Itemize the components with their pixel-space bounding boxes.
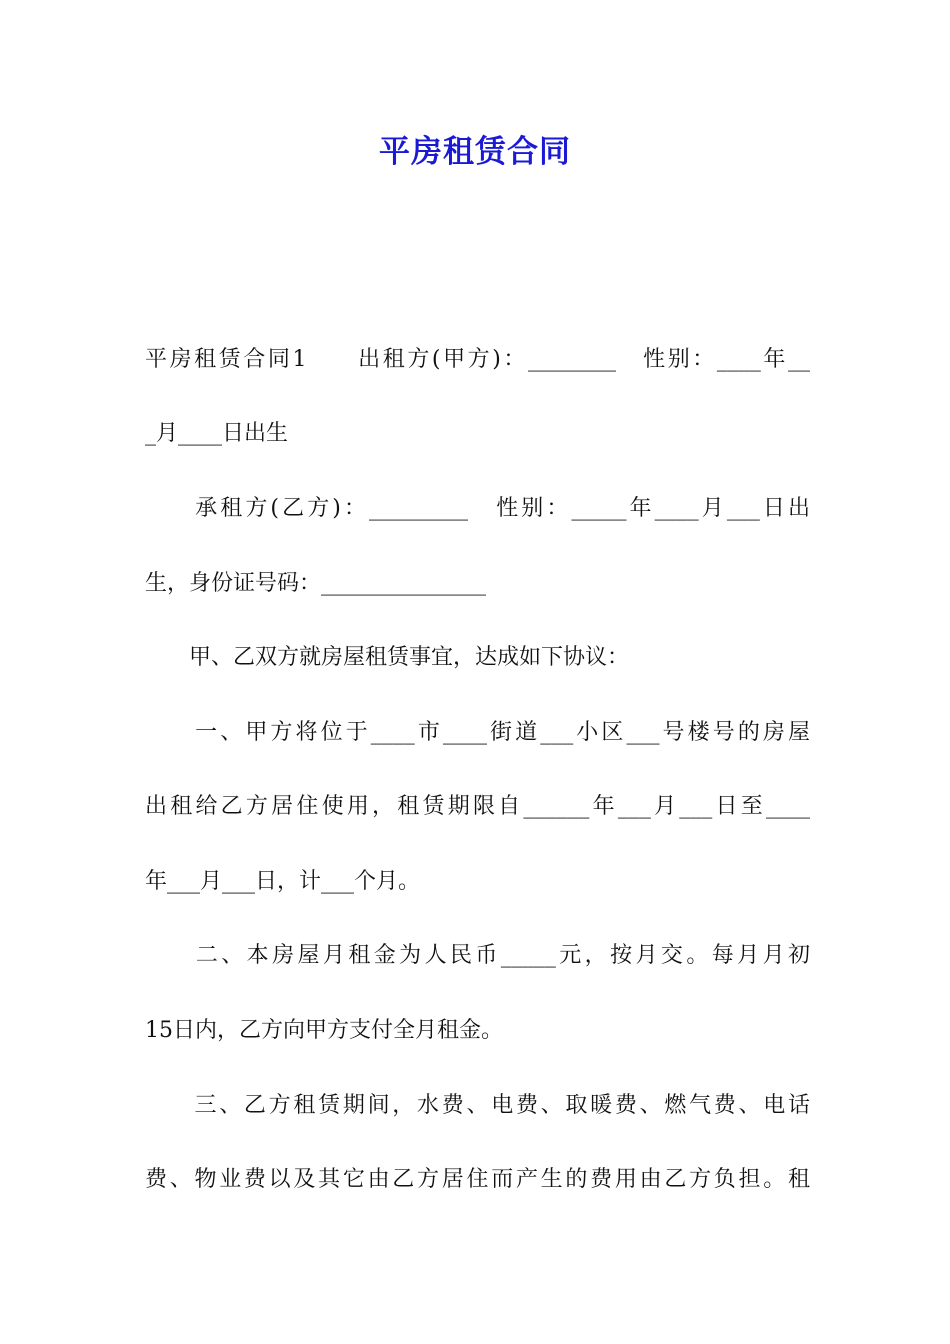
document-title: 平房租赁合同	[379, 134, 571, 170]
body-line-6: 一、甲方将位于____市____街道___小区___号楼号的房屋	[145, 720, 810, 745]
body-line-10: 15日内，乙方向甲方支付全月租金。	[145, 1018, 503, 1043]
body-line-3: 承租方(乙方)：_________ 性别：_____年____月___日出	[145, 496, 810, 521]
body-line-11: 三、乙方租赁期间，水费、电费、取暖费、燃气费、电话	[145, 1093, 810, 1118]
body-line-1: 平房租赁合同1 出租方(甲方)：________ 性别：____年__	[145, 347, 810, 372]
body-line-8: 年___月___日，计___个月。	[145, 869, 421, 894]
body-line-2: _月____日出生	[145, 421, 289, 446]
body-line-5: 甲、乙双方就房屋租赁事宜，达成如下协议：	[145, 645, 630, 670]
body-line-7: 出租给乙方居住使用，租赁期限自______年___月___日至____	[145, 794, 810, 819]
body-line-4: 生，身份证号码：_______________	[145, 571, 487, 596]
body-line-12: 费、物业费以及其它由乙方居住而产生的费用由乙方负担。租	[145, 1167, 810, 1192]
body-line-9: 二、本房屋月租金为人民币_____元，按月交。每月月初	[145, 943, 810, 968]
